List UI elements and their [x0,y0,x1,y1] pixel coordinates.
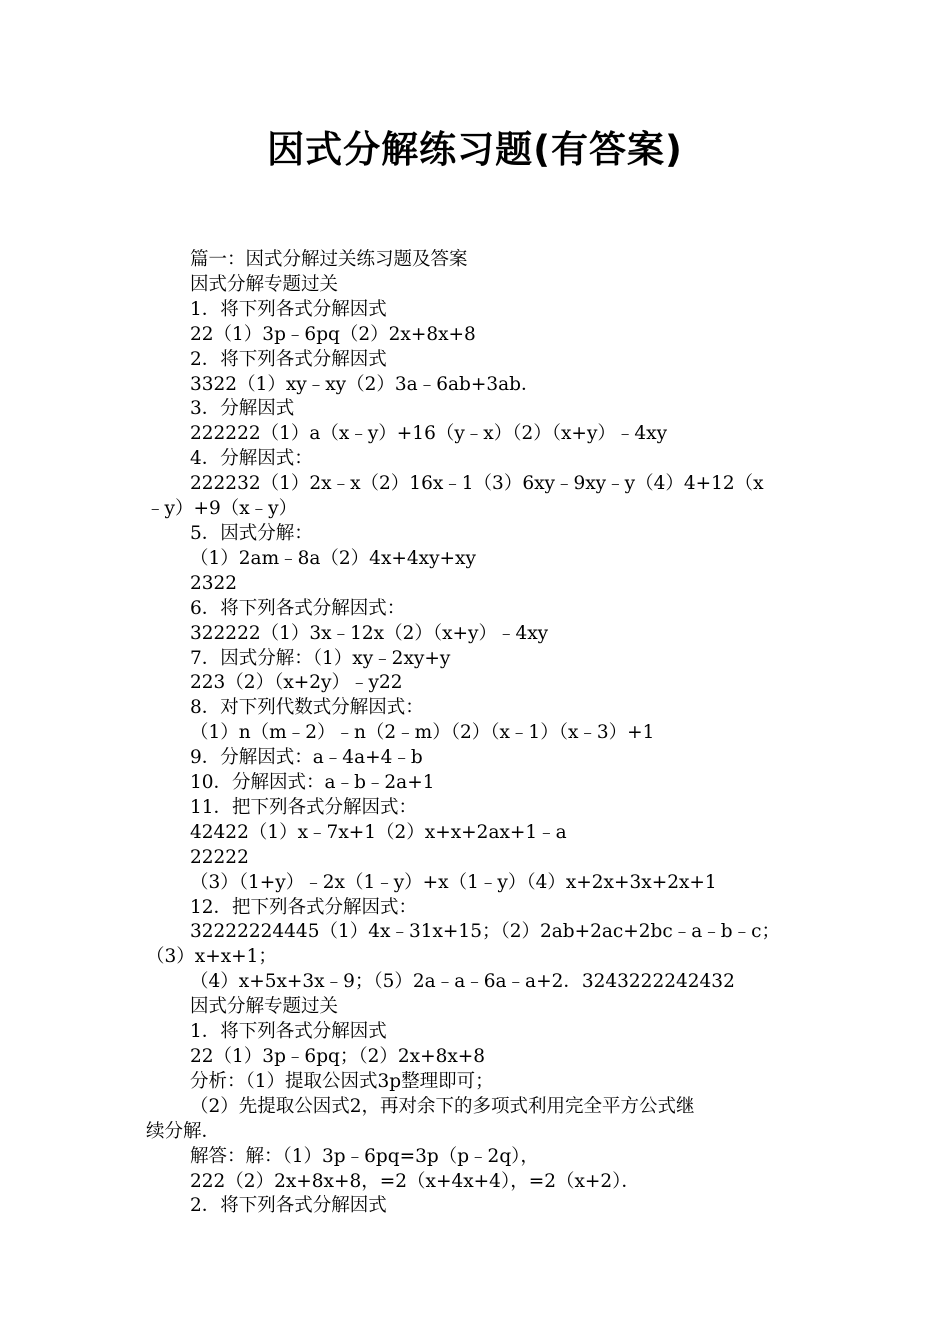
document-body [146,248,810,1219]
text-line: 22222 [190,846,249,868]
text-line: 因式分解专题过关 [190,996,339,1018]
text-line: 5．因式分解： [190,522,313,544]
text-line: 7．因式分解：（1）xy﹣2xy+y [190,647,451,669]
text-line: 42422（1）x﹣7x+1（2）x+x+2ax+1﹣a [190,821,567,843]
text-line: 22（1）3p﹣6pq（2）2x+8x+8 [190,323,476,345]
text-line: 2322 [190,572,238,594]
text-line: 解答：解：（1）3p﹣6pq=3p（p﹣2q）， [190,1145,539,1167]
text-line: 12．把下列各式分解因式： [190,896,418,918]
text-line: 3322（1）xy﹣xy（2）3a﹣6ab+3ab． [190,373,540,395]
text-line: 续分解． [146,1120,221,1142]
text-line: 223（2）（x+2y）﹣y22 [190,672,403,694]
text-line: 9．分解因式：a﹣4a+4﹣b [190,747,423,769]
text-line: 3．分解因式 [190,398,295,420]
text-line: 32222224445（1）4x﹣31x+15；（2）2ab+2ac+2bc﹣a﹣b﹣c； [190,921,780,943]
text-line: 8．对下列代数式分解因式： [190,697,424,719]
text-line: 因式分解专题过关 [190,273,339,295]
text-line: 1．将下列各式分解因式 [190,298,387,320]
text-line: 10．分解因式：a﹣b﹣2a+1 [190,772,435,794]
text-line: 6．将下列各式分解因式： [190,597,406,619]
text-line: 11．把下列各式分解因式： [190,796,418,818]
text-line: 4．分解因式： [190,448,313,470]
text-line: 1．将下列各式分解因式 [190,1021,387,1043]
text-line: 2．将下列各式分解因式 [190,348,387,370]
text-line: 222232（1）2x﹣x（2）16x﹣1（3）6xy﹣9xy﹣y（4）4+12（x [190,473,764,495]
text-line: （2）先提取公因式2，再对余下的多项式利用完全平方公式继 [190,1095,695,1117]
text-line: （1）n（m﹣2）﹣n（2﹣m）（2）（x﹣1）（x﹣3）+1 [190,722,655,744]
text-line: （3）（1+y）﹣2x（1﹣y）+x（1﹣y）（4）x+2x+3x+2x+1 [190,871,717,893]
text-line: （4）x+5x+3x﹣9；（5）2a﹣a﹣6a﹣a+2．3243222242432 [190,971,735,993]
text-line: 222（2）2x+8x+8，=2（x+4x+4），=2（x+2）． [190,1170,640,1192]
text-line: （1）2am﹣8a（2）4x+4xy+xy [190,547,476,569]
text-line: ﹣y）+9（x﹣y） [146,498,298,520]
text-line: 22（1）3p﹣6pq；（2）2x+8x+8 [190,1046,486,1067]
text-line: 分析：（1）提取公因式3p整理即可； [190,1070,494,1092]
text-line: （3）x+x+1； [146,946,277,968]
text-line: 322222（1）3x﹣12x（2）（x+y）﹣4xy [190,622,549,644]
text-line: 2．将下列各式分解因式 [190,1195,387,1217]
text-line: 222222（1）a（x﹣y）+16（y﹣x）（2）（x+y）﹣4xy [190,423,668,445]
text-line: 篇一：因式分解过关练习题及答案 [190,249,468,270]
document-title: 因式分解练习题(有答案) [267,128,683,171]
